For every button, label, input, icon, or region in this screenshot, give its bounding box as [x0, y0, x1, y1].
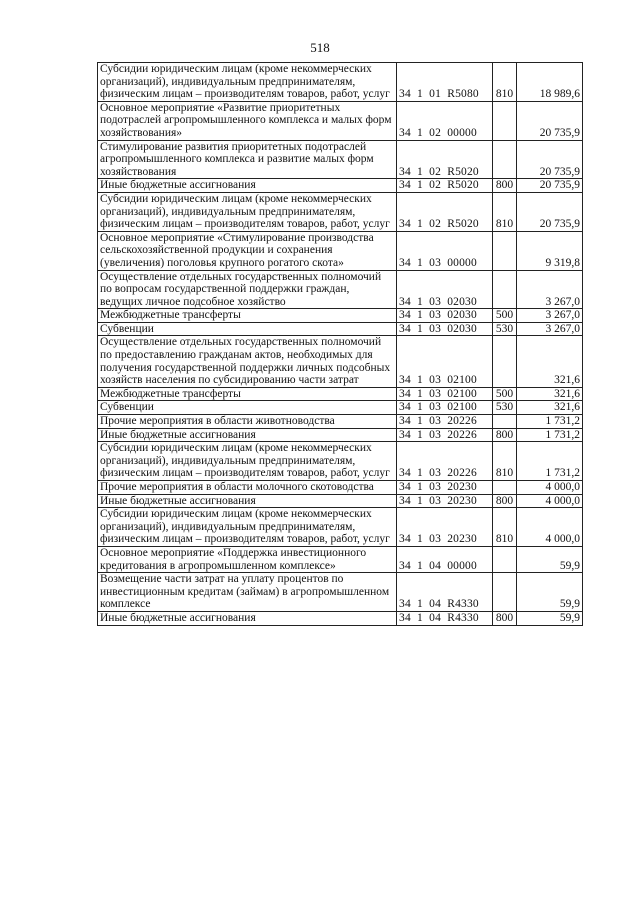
row-expense-type-cell: 800 [493, 179, 517, 193]
row-amount-cell: 9 319,8 [517, 231, 583, 270]
table-row [98, 309, 583, 323]
row-code-cell: 34 1 02 R5020 [397, 140, 493, 179]
table-row [98, 140, 583, 179]
row-amount-cell: 3 267,0 [517, 270, 583, 309]
table-row [98, 401, 583, 415]
row-code-cell: 34 1 03 02030 [397, 270, 493, 309]
row-name-cell: Субсидии юридическим лицам (кроме некоммерческих организаций), индивидуальным предпринимателям, физическим лицам – производителям товаров, работ, услуг [98, 192, 397, 231]
row-expense-type-cell [493, 101, 517, 140]
row-expense-type-cell: 810 [493, 508, 517, 547]
table-row [98, 322, 583, 336]
row-code-cell: 34 1 04 00000 [397, 546, 493, 572]
row-amount-cell: 20 735,9 [517, 101, 583, 140]
row-expense-type-cell [493, 140, 517, 179]
row-amount-cell: 4 000,0 [517, 508, 583, 547]
table-row [98, 546, 583, 572]
row-name-cell: Субсидии юридическим лицам (кроме некоммерческих организаций), индивидуальным предпринимателям, физическим лицам – производителям товаров, работ, услуг [98, 508, 397, 547]
row-name-cell: Прочие мероприятия в области молочного скотоводства [98, 481, 397, 495]
row-expense-type-cell: 810 [493, 442, 517, 481]
row-code-cell: 34 1 03 02100 [397, 401, 493, 415]
row-code-cell: 34 1 04 R4330 [397, 611, 493, 625]
row-amount-cell: 4 000,0 [517, 481, 583, 495]
row-amount-cell: 4 000,0 [517, 494, 583, 508]
row-name-cell: Основное мероприятие «Развитие приоритетных подотраслей агропромышленного комплекса и малых форм хозяйствования» [98, 101, 397, 140]
row-amount-cell: 321,6 [517, 387, 583, 401]
row-code-cell: 34 1 02 00000 [397, 101, 493, 140]
row-name-cell: Осуществление отдельных государственных полномочий по предоставлению гражданам актов, необходимых для получения государственной поддержки личных подсобных хозяйств населения по субсидированию части затрат [98, 336, 397, 387]
table-row [98, 481, 583, 495]
row-expense-type-cell: 810 [493, 63, 517, 102]
row-name-cell: Субвенции [98, 401, 397, 415]
row-code-cell: 34 1 03 20226 [397, 415, 493, 429]
row-amount-cell: 59,9 [517, 611, 583, 625]
row-expense-type-cell [493, 336, 517, 387]
table-row [98, 101, 583, 140]
row-name-cell: Иные бюджетные ассигнования [98, 494, 397, 508]
table-row [98, 442, 583, 481]
row-amount-cell: 1 731,2 [517, 428, 583, 442]
row-expense-type-cell: 530 [493, 322, 517, 336]
row-name-cell: Иные бюджетные ассигнования [98, 428, 397, 442]
table-row [98, 336, 583, 387]
row-expense-type-cell [493, 546, 517, 572]
row-code-cell: 34 1 03 20230 [397, 508, 493, 547]
budget-table [97, 62, 583, 626]
row-name-cell: Стимулирование развития приоритетных подотраслей агропромышленного комплекса и развитие малых форм хозяйствования [98, 140, 397, 179]
budget-table-body [98, 63, 583, 626]
row-code-cell: 34 1 03 20226 [397, 428, 493, 442]
row-expense-type-cell: 530 [493, 401, 517, 415]
row-amount-cell: 20 735,9 [517, 140, 583, 179]
row-code-cell: 34 1 03 02100 [397, 387, 493, 401]
row-expense-type-cell: 500 [493, 309, 517, 323]
row-expense-type-cell [493, 481, 517, 495]
row-amount-cell: 321,6 [517, 336, 583, 387]
row-name-cell: Иные бюджетные ассигнования [98, 611, 397, 625]
row-code-cell: 34 1 03 02100 [397, 336, 493, 387]
table-row [98, 270, 583, 309]
row-name-cell: Межбюджетные трансферты [98, 309, 397, 323]
row-name-cell: Субсидии юридическим лицам (кроме некоммерческих организаций), индивидуальным предпринимателям, физическим лицам – производителям товаров, работ, услуг [98, 63, 397, 102]
row-amount-cell: 1 731,2 [517, 442, 583, 481]
row-code-cell: 34 1 03 02030 [397, 309, 493, 323]
row-code-cell: 34 1 02 R5020 [397, 179, 493, 193]
row-expense-type-cell [493, 415, 517, 429]
row-amount-cell: 59,9 [517, 573, 583, 612]
row-code-cell: 34 1 03 20230 [397, 481, 493, 495]
row-expense-type-cell: 800 [493, 611, 517, 625]
row-amount-cell: 3 267,0 [517, 322, 583, 336]
row-name-cell: Межбюджетные трансферты [98, 387, 397, 401]
row-amount-cell: 59,9 [517, 546, 583, 572]
table-row [98, 494, 583, 508]
row-name-cell: Основное мероприятие «Стимулирование производства сельскохозяйственной продукции и сохранения (увеличения) поголовья крупного рогатого скота» [98, 231, 397, 270]
table-row [98, 387, 583, 401]
row-expense-type-cell: 800 [493, 428, 517, 442]
row-amount-cell: 321,6 [517, 401, 583, 415]
row-amount-cell: 3 267,0 [517, 309, 583, 323]
row-expense-type-cell [493, 231, 517, 270]
row-name-cell: Субвенции [98, 322, 397, 336]
row-code-cell: 34 1 03 00000 [397, 231, 493, 270]
table-row [98, 179, 583, 193]
table-row [98, 428, 583, 442]
row-name-cell: Субсидии юридическим лицам (кроме некоммерческих организаций), индивидуальным предпринимателям, физическим лицам – производителям товаров, работ, услуг [98, 442, 397, 481]
table-row [98, 231, 583, 270]
row-code-cell: 34 1 01 R5080 [397, 63, 493, 102]
table-row [98, 415, 583, 429]
row-expense-type-cell: 800 [493, 494, 517, 508]
row-code-cell: 34 1 03 20226 [397, 442, 493, 481]
row-expense-type-cell: 810 [493, 192, 517, 231]
row-expense-type-cell [493, 270, 517, 309]
table-row [98, 611, 583, 625]
row-amount-cell: 20 735,9 [517, 179, 583, 193]
row-expense-type-cell: 500 [493, 387, 517, 401]
row-code-cell: 34 1 03 02030 [397, 322, 493, 336]
row-expense-type-cell [493, 573, 517, 612]
row-name-cell: Осуществление отдельных государственных полномочий по вопросам государственной поддержки граждан, ведущих личное подсобное хозяйство [98, 270, 397, 309]
row-amount-cell: 1 731,2 [517, 415, 583, 429]
row-code-cell: 34 1 04 R4330 [397, 573, 493, 612]
table-row [98, 508, 583, 547]
page-number: 518 [310, 40, 330, 55]
row-name-cell: Возмещение части затрат на уплату процентов по инвестиционным кредитам (займам) в агропромышленном комплексе [98, 573, 397, 612]
row-code-cell: 34 1 03 20230 [397, 494, 493, 508]
row-name-cell: Иные бюджетные ассигнования [98, 179, 397, 193]
row-name-cell: Прочие мероприятия в области животноводства [98, 415, 397, 429]
table-row [98, 192, 583, 231]
row-name-cell: Основное мероприятие «Поддержка инвестиционного кредитования в агропромышленном комплексе» [98, 546, 397, 572]
row-amount-cell: 18 989,6 [517, 63, 583, 102]
table-row [98, 573, 583, 612]
row-amount-cell: 20 735,9 [517, 192, 583, 231]
row-code-cell: 34 1 02 R5020 [397, 192, 493, 231]
table-row [98, 63, 583, 102]
